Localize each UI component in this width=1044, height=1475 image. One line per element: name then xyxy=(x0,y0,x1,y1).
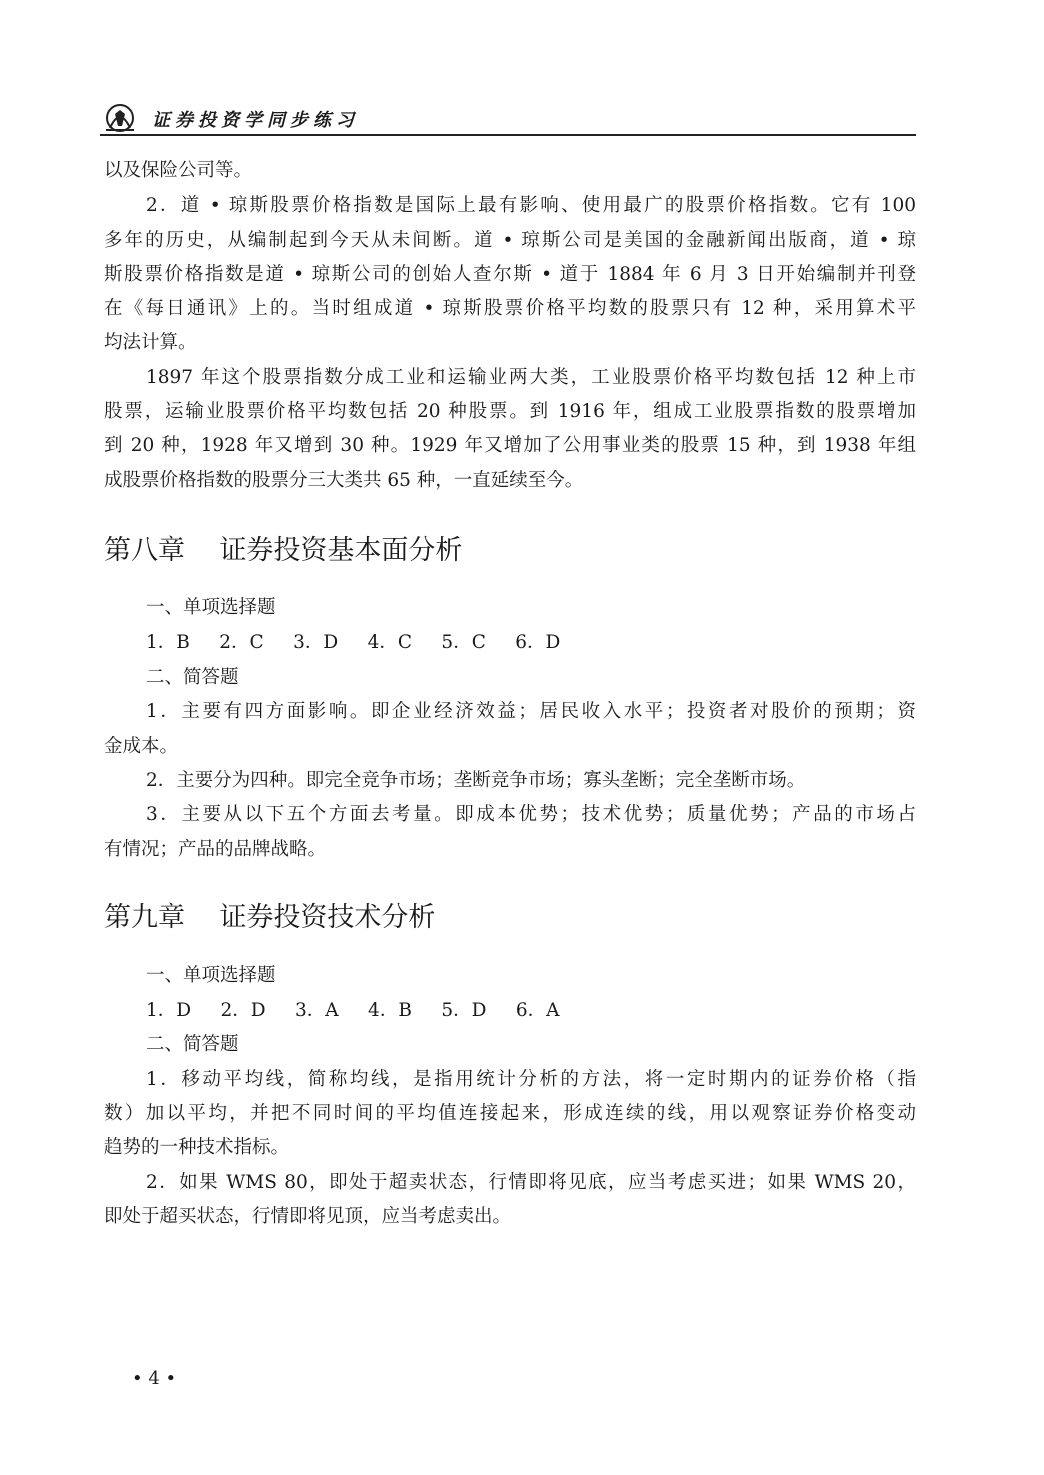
text-line: 股票，运输业股票价格平均数包括 20 种股票。到 1916 年，组成工业股票指数的股票增加 xyxy=(104,401,916,422)
text-line: 1．移动平均线，简称均线，是指用统计分析的方法，将一定时期内的证券价格（指 xyxy=(146,1069,916,1090)
answer-key: 1．B 2．C 3．D 4．C 5．C 6．D xyxy=(146,632,561,653)
section-heading: 二、简答题 xyxy=(146,667,239,688)
text-line: 均法计算。 xyxy=(104,332,197,353)
text-line: 到 20 种，1928 年又增到 30 种。1929 年又增加了公用事业类的股票 15 种，到 1938 年组 xyxy=(104,435,916,456)
text-line: 1897 年这个股票指数分成工业和运输业两大类，工业股票价格平均数包括 12 种上市 xyxy=(146,367,916,388)
chapter-title: 第九章 证券投资技术分析 xyxy=(104,902,436,933)
text-line: 以及保险公司等。 xyxy=(104,160,253,181)
header-title: 证券投资学同步练习 xyxy=(152,110,359,131)
page-number: • 4 • xyxy=(132,1368,177,1389)
section-heading: 二、简答题 xyxy=(146,1034,239,1055)
text-line: 有情况；产品的品牌战略。 xyxy=(104,839,327,860)
text-line: 成股票价格指数的股票分三大类共 65 种，一直延续至今。 xyxy=(104,470,584,491)
section-heading: 一、单项选择题 xyxy=(146,965,276,986)
text-line: 趋势的一种技术指标。 xyxy=(104,1137,290,1158)
text-line: 即处于超买状态，行情即将见顶，应当考虑卖出。 xyxy=(104,1206,512,1227)
running-header xyxy=(100,100,916,136)
text-line: 3．主要从以下五个方面去考量。即成本优势；技术优势；质量优势；产品的市场占 xyxy=(146,804,916,825)
answer-key: 1．D 2．D 3．A 4．B 5．D 6．A xyxy=(146,1000,560,1021)
book-series-logo-icon xyxy=(102,102,138,134)
text-line: 斯股票价格指数是道 • 琼斯公司的创始人查尔斯 • 道于 1884 年 6 月 3 日开始编制并刊登 xyxy=(104,264,916,285)
text-line: 数）加以平均，并把不同时间的平均值连接起来，形成连续的线，用以观察证券价格变动 xyxy=(104,1103,916,1124)
text-line: 多年的历史，从编制起到今天从未间断。道 • 琼斯公司是美国的金融新闻出版商，道 • 琼 xyxy=(104,230,916,251)
chapter-title: 第八章 证券投资基本面分析 xyxy=(104,535,463,566)
text-line: 1．主要有四方面影响。即企业经济效益；居民收入水平；投资者对股价的预期；资 xyxy=(146,701,916,722)
header-rule xyxy=(100,134,916,136)
text-line: 2．如果 WMS 80，即处于超卖状态，行情即将见底，应当考虑买进；如果 WMS 20， xyxy=(146,1172,916,1193)
text-line: 2．主要分为四种。即完全竞争市场；垄断竞争市场；寡头垄断；完全垄断市场。 xyxy=(146,770,806,791)
text-line: 在《每日通讯》上的。当时组成道 • 琼斯股票价格平均数的股票只有 12 种，采用算术平 xyxy=(104,298,916,319)
text-line: 2．道 • 琼斯股票价格指数是国际上最有影响、使用最广的股票价格指数。它有 100 xyxy=(146,195,916,216)
section-heading: 一、单项选择题 xyxy=(146,597,276,618)
text-line: 金成本。 xyxy=(104,736,179,757)
